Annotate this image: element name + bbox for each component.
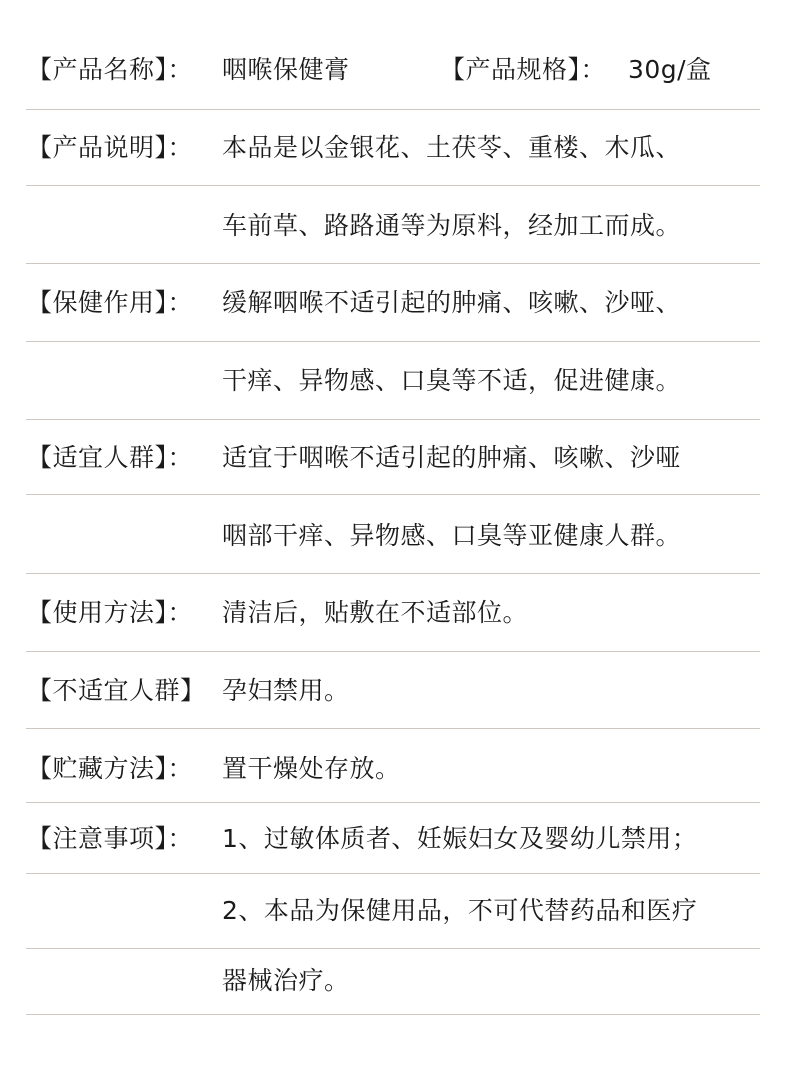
product-name-value: 咽喉保健膏 <box>222 55 350 84</box>
notes-value-line3: 器械治疗。 <box>222 966 350 995</box>
product-spec-value: 30g/盒 <box>628 55 712 84</box>
notes-label: 【注意事项】： <box>27 824 194 853</box>
product-spec-label: 【产品规格】： <box>440 55 607 84</box>
divider <box>26 948 760 949</box>
divider <box>26 341 760 342</box>
product-name-label: 【产品名称】： <box>27 55 194 84</box>
health-effect-label: 【保健作用】： <box>27 288 194 317</box>
unsuitable-people-value: 孕妇禁用。 <box>222 676 350 705</box>
health-effect-value-line2: 干痒、异物感、口臭等不适，促进健康。 <box>222 366 682 395</box>
product-desc-value-line2: 车前草、路路通等为原料，经加工而成。 <box>222 211 682 240</box>
suitable-people-value-line2: 咽部干痒、异物感、口臭等亚健康人群。 <box>222 521 682 550</box>
divider <box>26 873 760 874</box>
storage-label: 【贮藏方法】： <box>27 754 194 783</box>
divider <box>26 573 760 574</box>
divider <box>26 802 760 803</box>
usage-value: 清洁后，贴敷在不适部位。 <box>222 598 529 627</box>
health-effect-value-line1: 缓解咽喉不适引起的肿痛、咳嗽、沙哑、 <box>222 288 682 317</box>
usage-label: 【使用方法】： <box>27 598 194 627</box>
product-desc-value-line1: 本品是以金银花、土茯苓、重楼、木瓜、 <box>222 133 682 162</box>
divider <box>26 728 760 729</box>
divider <box>26 109 760 110</box>
storage-value: 置干燥处存放。 <box>222 754 401 783</box>
divider <box>26 651 760 652</box>
product-desc-label: 【产品说明】： <box>27 133 194 162</box>
divider <box>26 419 760 420</box>
divider <box>26 263 760 264</box>
suitable-people-value-line1: 适宜于咽喉不适引起的肿痛、咳嗽、沙哑 <box>222 443 682 472</box>
notes-value-line1: 1、过敏体质者、妊娠妇女及婴幼儿禁用； <box>222 824 698 853</box>
divider <box>26 185 760 186</box>
divider <box>26 494 760 495</box>
unsuitable-people-label: 【不适宜人群】 <box>27 676 206 705</box>
divider <box>26 1014 760 1015</box>
notes-value-line2: 2、本品为保健用品，不可代替药品和医疗 <box>222 896 698 925</box>
suitable-people-label: 【适宜人群】： <box>27 443 194 472</box>
